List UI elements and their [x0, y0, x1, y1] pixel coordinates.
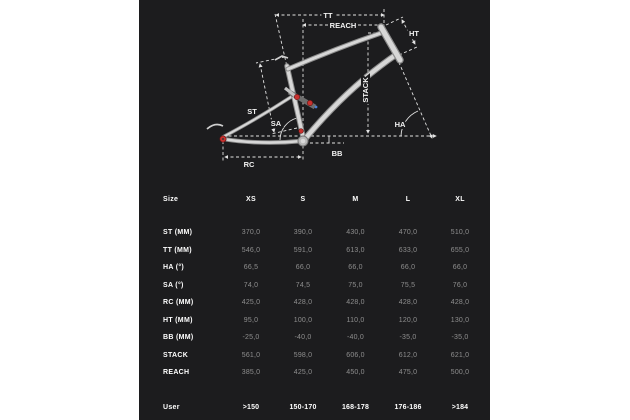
cell: >184 — [451, 404, 469, 411]
seat-clamp-lever — [275, 56, 288, 60]
column-header-l: L — [405, 195, 411, 203]
cell: 612,0 — [398, 351, 418, 359]
rear-axle-lever — [207, 125, 223, 129]
row-label: User — [163, 404, 180, 411]
user-height-row — [139, 399, 490, 417]
cell: 428,0 — [293, 299, 313, 307]
cell: 74,5 — [295, 281, 311, 289]
label-rc: RC — [243, 160, 255, 169]
row-label: RC (MM) — [163, 299, 194, 307]
cell: 100,0 — [293, 316, 313, 324]
cell: 425,0 — [241, 299, 261, 307]
size-column-header: Size — [163, 195, 179, 203]
cell: 95,0 — [243, 316, 259, 324]
cell: 430,0 — [346, 229, 365, 237]
cell: 428,0 — [346, 299, 365, 307]
cell: -40,0 — [347, 334, 364, 342]
cell: 66,0 — [295, 264, 311, 272]
cell: 633,0 — [398, 246, 418, 254]
geometry-panel — [139, 0, 490, 420]
row-label: BB (MM) — [163, 334, 194, 342]
column-header-s: S — [300, 195, 306, 203]
bike-geometry-diagram — [139, 0, 490, 195]
table-row-sa — [139, 277, 490, 295]
cell: 66,0 — [400, 264, 416, 272]
dimension-lines — [223, 9, 436, 162]
cell: -25,0 — [242, 334, 260, 342]
label-st: ST — [247, 107, 257, 116]
dimension-labels — [244, 11, 420, 169]
bottom-bracket-center — [301, 139, 306, 144]
cell: 168-178 — [341, 404, 370, 411]
cell: 591,0 — [293, 246, 313, 254]
label-stack: STACK — [361, 77, 370, 103]
cell: 390,0 — [293, 229, 313, 237]
column-header-xs: XS — [246, 195, 256, 203]
table-row-ha — [139, 259, 490, 277]
row-label: TT (MM) — [163, 246, 192, 254]
table-body — [139, 224, 490, 382]
cell: 176-186 — [394, 404, 422, 411]
cell: 606,0 — [346, 351, 365, 359]
cell: 75,5 — [400, 281, 416, 289]
table-row-reach — [139, 364, 490, 382]
label-sa: SA — [270, 119, 282, 128]
cell: 76,0 — [452, 281, 468, 289]
cell: 120,0 — [398, 316, 418, 324]
label-reach: REACH — [329, 21, 357, 30]
label-tt: TT — [323, 11, 333, 20]
column-header-m: M — [352, 195, 359, 203]
label-bb: BB — [331, 149, 343, 158]
table-row-bb — [139, 329, 490, 347]
cell: 470,0 — [398, 229, 418, 237]
table-header-row — [139, 190, 490, 208]
row-label: HA (°) — [163, 264, 185, 272]
row-label: STACK — [163, 351, 189, 359]
geometry-table — [139, 190, 490, 417]
row-label: ST (MM) — [163, 229, 193, 237]
cell: 450,0 — [346, 369, 365, 377]
cell: 655,0 — [450, 246, 470, 254]
table-row-tt — [139, 242, 490, 260]
cell: 385,0 — [241, 369, 261, 377]
cell: 428,0 — [398, 299, 418, 307]
label-ht: HT — [409, 29, 419, 38]
row-label: HT (MM) — [163, 316, 193, 324]
column-header-xl: XL — [455, 195, 465, 203]
cell: 598,0 — [293, 351, 313, 359]
cell: 130,0 — [450, 316, 470, 324]
cell: 428,0 — [450, 299, 470, 307]
blue-detail — [315, 106, 318, 109]
cell: 110,0 — [346, 316, 365, 324]
table-row-rc — [139, 294, 490, 312]
table-row-ht — [139, 312, 490, 330]
cell: 510,0 — [450, 229, 470, 237]
row-label: SA (°) — [163, 281, 184, 289]
cell: 613,0 — [346, 246, 365, 254]
cell: 66,0 — [348, 264, 363, 272]
cell: 546,0 — [241, 246, 261, 254]
cell: 66,0 — [452, 264, 468, 272]
cell: 75,0 — [348, 281, 363, 289]
table-row-stack — [139, 347, 490, 365]
cell: -40,0 — [294, 334, 312, 342]
cell: 425,0 — [293, 369, 313, 377]
cell: -35,0 — [451, 334, 469, 342]
cell: 621,0 — [450, 351, 470, 359]
cell: 74,0 — [243, 281, 259, 289]
table-row-st — [139, 224, 490, 242]
cell: 475,0 — [398, 369, 418, 377]
cell: -35,0 — [399, 334, 417, 342]
label-ha: HA — [394, 120, 406, 129]
row-label: REACH — [163, 369, 190, 377]
cell: 370,0 — [241, 229, 261, 237]
cell: 150-170 — [289, 404, 317, 411]
cell: 500,0 — [450, 369, 470, 377]
cell: >150 — [242, 404, 260, 411]
bike-frame — [207, 27, 400, 146]
cell: 561,0 — [241, 351, 261, 359]
cell: 66,5 — [243, 264, 259, 272]
